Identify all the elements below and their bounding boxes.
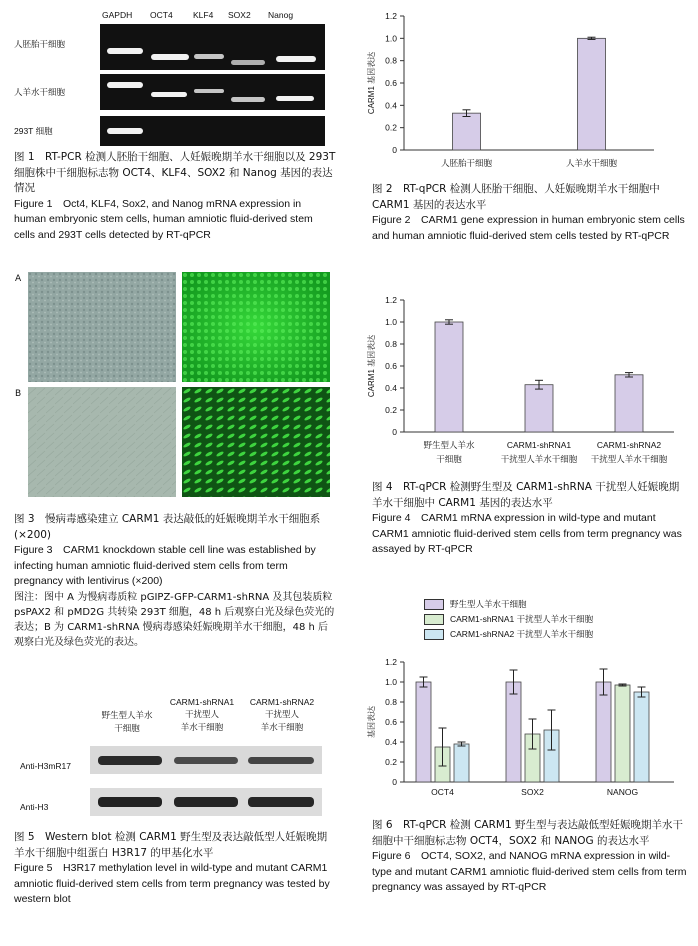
fig6-legend xyxy=(424,598,684,644)
fig4-x-tick-label: 干扰型人羊水干细胞 xyxy=(500,454,578,464)
fig6-bar xyxy=(615,685,630,782)
wb-col3-line2: 干扰型人 xyxy=(264,710,299,720)
fig6-caption-zh: 图 6 RT-qPCR 检测 CARM1 野生型与表达敲低型妊娠晚期羊水干细胞中干细胞标志物 OCT4，SOX2 和 NANOG 的表达水平 xyxy=(372,819,683,847)
wb-col-header-sh2 xyxy=(242,696,322,735)
fig6-x-tick-label: NANOG xyxy=(606,787,639,797)
fig4-y-tick-label: 0.4 xyxy=(385,383,397,393)
lane-label-oct4: OCT4 xyxy=(150,10,173,20)
legend-label-wt: 野生型人羊水干细胞 xyxy=(450,599,527,609)
fig2-y-axis-label: CARM1 基因表达 xyxy=(367,51,376,115)
fig1-caption xyxy=(14,150,336,243)
fig2-bar xyxy=(453,113,481,150)
fig4-x-tick-label: CARM1-shRNA2 xyxy=(596,440,662,450)
fig3-brightfield-b xyxy=(28,387,176,497)
lane-label-nanog: Nanog xyxy=(268,10,294,20)
fig2-caption-en: Figure 2 CARM1 gene expression in human embryonic stem cells and human amniotic fluid-derived stem cells tested by RT-qPCR xyxy=(372,214,685,242)
fig2-caption-zh: 图 2 RT-qPCR 检测人胚胎干细胞、人妊娠晚期羊水干细胞中 CARM1 基因的表达水平 xyxy=(372,183,660,211)
legend-item-sh2 xyxy=(424,628,593,640)
fig2-y-tick-label: 0.2 xyxy=(385,122,397,133)
fig4-x-tick-label: 干细胞 xyxy=(436,454,462,464)
wb-col1-line1: 野生型人羊水 xyxy=(101,711,153,721)
fig4-caption-zh: 图 4 RT-qPCR 检测野生型及 CARM1-shRNA 干扰型人妊娠晚期羊水干细胞中 CARM1 基因的表达水平 xyxy=(372,481,680,509)
wb-col3-line3: 羊水干细胞 xyxy=(260,723,304,733)
lane-label-gapdh: GAPDH xyxy=(102,10,133,20)
fig6-bar xyxy=(416,682,431,782)
legend-item-sh1 xyxy=(424,613,593,625)
gel-row-afsc xyxy=(100,74,325,110)
fig6-y-tick-label: 0 xyxy=(392,777,397,787)
fig6-grouped-bar-chart xyxy=(362,652,688,812)
wb-col-header-wt xyxy=(92,710,162,736)
fig6-x-tick-label: SOX2 xyxy=(521,787,544,797)
wb-strip-h3 xyxy=(90,788,322,816)
fig3-brightfield-a xyxy=(28,272,176,382)
fig6-y-tick-label: 0.8 xyxy=(385,697,397,707)
fig3-fluorescence-a xyxy=(182,272,330,382)
fig4-caption-en: Figure 4 CARM1 mRNA expression in wild-type and mutant CARM1 amniotic fluid-derived stem cells from term pregnancy was assayed by RT-qPCR xyxy=(372,512,682,555)
fig2-y-tick-label: 0 xyxy=(392,145,397,155)
fig5-caption-zh: 图 5 Western blot 检测 CARM1 野生型及表达敲低型人妊娠晚期羊水干细胞中组蛋白 H3R17 的甲基化水平 xyxy=(14,831,328,859)
fig2-x-tick-label: 人羊水干细胞 xyxy=(565,158,618,168)
legend-label-sh1: CARM1-shRNA1 干扰型人羊水干细胞 xyxy=(450,614,594,624)
wb-col2-line2: 干扰型人 xyxy=(184,710,219,720)
fig1-caption-en: Figure 1 Oct4, KLF4, Sox2, and Nanog mRNA expression in human embryonic stem cells, human amniotic fluid-derived stem cells and 293T cells detected by RT-qPCR xyxy=(14,197,313,241)
legend-swatch-wt xyxy=(424,599,444,610)
fig4-bar xyxy=(615,375,643,432)
fig4-x-tick-label: 干扰型人羊水干细胞 xyxy=(590,454,668,464)
fig6-y-tick-label: 0.6 xyxy=(385,717,397,727)
fig3-fluorescence-b xyxy=(182,387,330,497)
wb-col3-line1: CARM1-shRNA2 xyxy=(249,697,315,707)
fig6-bar xyxy=(454,744,469,782)
fig3-panel-label-b: B xyxy=(15,389,22,399)
fig4-x-tick-label: CARM1-shRNA1 xyxy=(506,440,572,450)
wb-row-label-h3: Anti-H3 xyxy=(20,802,49,812)
fig6-caption-en: Figure 6 OCT4, SOX2, and NANOG mRNA expression in wild-type and mutant CARM1 amniotic fluid-derived stem cells from term pregnancy was assayed by RT-qPCR xyxy=(372,850,687,893)
fig5-caption xyxy=(14,830,336,908)
fig6-bar xyxy=(634,692,649,782)
fig3-caption-en: Figure 3 CARM1 knockdown stable cell line was established by infecting human amniotic fluid-derived stem cells from term pregnancy with lentivirus (×200) xyxy=(14,544,316,587)
fig2-y-tick-label: 1.2 xyxy=(385,11,397,21)
lane-label-sox2: SOX2 xyxy=(228,10,251,20)
gel-row-293t xyxy=(100,116,325,146)
fig4-bar xyxy=(435,322,463,432)
fig4-y-tick-label: 0.8 xyxy=(385,339,397,349)
fig6-y-tick-label: 0.2 xyxy=(385,757,397,767)
legend-label-sh2: CARM1-shRNA2 干扰型人羊水干细胞 xyxy=(450,629,594,639)
fig2-caption xyxy=(372,182,688,244)
fig4-y-tick-label: 0 xyxy=(392,427,397,437)
fig4-y-tick-label: 1.0 xyxy=(385,317,397,327)
wb-row-label-h3mr17: Anti-H3mR17 xyxy=(20,761,72,771)
wb-col-header-sh1 xyxy=(162,696,242,735)
fig4-x-tick-label: 野生型人羊水 xyxy=(423,440,475,450)
fig2-y-tick-label: 1.0 xyxy=(385,33,397,44)
legend-swatch-sh1 xyxy=(424,614,444,625)
fig2-y-tick-label: 0.4 xyxy=(385,100,397,111)
gel-row-label-esc: 人胚胎干细胞 xyxy=(14,39,66,49)
fig4-y-tick-label: 0.6 xyxy=(385,361,397,371)
legend-swatch-sh2 xyxy=(424,629,444,640)
fig4-bar xyxy=(525,385,553,432)
gel-row-label-afsc: 人羊水干细胞 xyxy=(14,87,66,97)
fig3-panel-label-a: A xyxy=(15,274,22,284)
wb-strip-h3mr17 xyxy=(90,746,322,774)
fig6-caption xyxy=(372,818,688,896)
wb-col2-line3: 羊水干细胞 xyxy=(180,723,224,733)
legend-item-wt xyxy=(424,598,527,610)
wb-col1-line2: 干细胞 xyxy=(114,724,140,734)
fig5-western-blot xyxy=(14,694,334,824)
fig3-caption-zh: 图 3 慢病毒感染建立 CARM1 表达敲低的妊娠晚期羊水干细胞系(×200) xyxy=(14,513,321,541)
fig2-y-tick-label: 0.8 xyxy=(385,55,397,66)
fig2-bar-chart xyxy=(362,6,662,178)
fig3-note: 图注：图中 A 为慢病毒质粒 pGIPZ-GFP-CARM1-shRNA 及其包装质粒 psPAX2 和 pMD2G 共转染 293T 细胞，48 h 后观察白光及绿色荧光的表达；B 为 CARM1-shRNA 慢病毒感染妊娠晚期羊水干细胞，48 h 后观察白光及绿色荧光的表达。 xyxy=(14,591,335,648)
fig4-y-tick-label: 0.2 xyxy=(385,405,397,415)
fig2-bar xyxy=(578,38,606,150)
fig1-gel-figure xyxy=(14,8,334,146)
fig6-y-tick-label: 1.2 xyxy=(385,657,397,667)
fig4-caption xyxy=(372,480,688,558)
fig6-bar xyxy=(506,682,521,782)
lane-label-klf4: KLF4 xyxy=(193,10,214,20)
fig4-y-axis-label: CARM1 基因表达 xyxy=(367,334,376,398)
fig6-y-axis-label: 基因表达 xyxy=(367,706,376,738)
fig4-bar-chart xyxy=(362,290,688,472)
fig6-bar xyxy=(596,682,611,782)
fig1-lane-labels xyxy=(100,8,325,22)
wb-col2-line1: CARM1-shRNA1 xyxy=(169,697,235,707)
fig2-x-tick-label: 人胚胎干细胞 xyxy=(440,158,493,168)
fig6-y-tick-label: 0.4 xyxy=(385,737,397,747)
fig6-x-tick-label: OCT4 xyxy=(431,787,454,797)
fig3-caption xyxy=(14,512,336,650)
gel-row-label-293t: 293T 细胞 xyxy=(14,126,53,136)
fig5-caption-en: Figure 5 H3R17 methylation level in wild-type and mutant CARM1 amniotic fluid-derived stem cells from term pregnancy was tested by western blot xyxy=(14,862,330,905)
gel-row-esc xyxy=(100,24,325,70)
fig6-y-tick-label: 1.0 xyxy=(385,677,397,687)
fig2-y-tick-label: 0.6 xyxy=(385,78,397,88)
fig1-caption-zh: 图 1 RT-PCR 检测人胚胎干细胞、人妊娠晚期羊水干细胞以及 293T 细胞株中干细胞标志物 OCT4、KLF4、SOX2 和 Nanog 基因的表达情况 xyxy=(14,151,336,194)
fig4-y-tick-label: 1.2 xyxy=(385,295,397,305)
